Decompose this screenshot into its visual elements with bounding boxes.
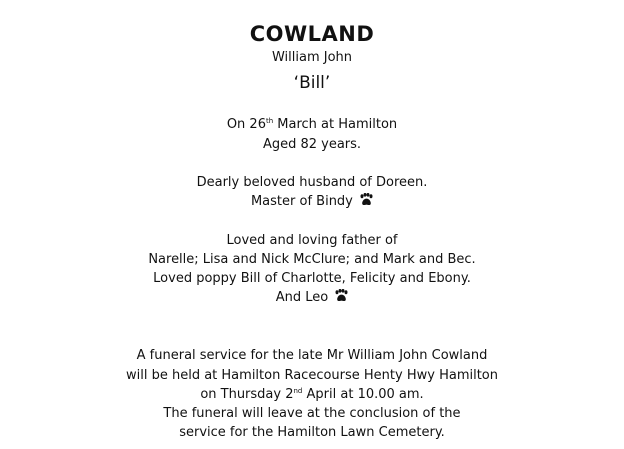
- funeral-line-2: will be held at Hamilton Racecourse Henty Hwy Hamilton: [126, 368, 498, 383]
- paw-print-icon: [359, 193, 373, 206]
- children-names: Narelle; Lisa and Nick McClure; and Mark and Bec.: [148, 252, 476, 267]
- grandchildren-line: Loved poppy Bill of Charlotte, Felicity and Ebony.: [153, 271, 471, 286]
- funeral-date-prefix: on Thursday 2: [200, 387, 294, 402]
- pet-line-2-text: And Leo: [275, 290, 329, 305]
- children-intro: Loved and loving father of: [226, 233, 398, 248]
- pet-line-text: Master of Bindy: [250, 194, 353, 209]
- death-date-line: [0, 116, 624, 134]
- funeral-date-rest: April at 10.00 am.: [302, 387, 424, 402]
- nickname: ‘Bill’: [293, 73, 331, 93]
- death-date-prefix: On 26: [226, 117, 266, 132]
- funeral-line-4: The funeral will leave at the conclusion of the: [163, 406, 461, 421]
- surname-heading: COWLAND: [249, 22, 375, 46]
- age-line: Aged 82 years.: [262, 137, 362, 152]
- paw-print-icon: [334, 289, 348, 302]
- given-names: William John: [271, 50, 353, 65]
- funeral-line-3: [0, 386, 624, 404]
- death-date-suffix: th: [265, 117, 274, 125]
- funeral-line-1: A funeral service for the late Mr William John Cowland: [136, 348, 488, 363]
- spouse-line: Dearly beloved husband of Doreen.: [196, 175, 428, 190]
- funeral-date-suffix: nd: [293, 387, 303, 395]
- death-date-rest: March at Hamilton: [273, 117, 398, 132]
- pet-line-2: [0, 289, 624, 307]
- pet-line: [0, 193, 624, 211]
- funeral-line-5: service for the Hamilton Lawn Cemetery.: [179, 425, 445, 440]
